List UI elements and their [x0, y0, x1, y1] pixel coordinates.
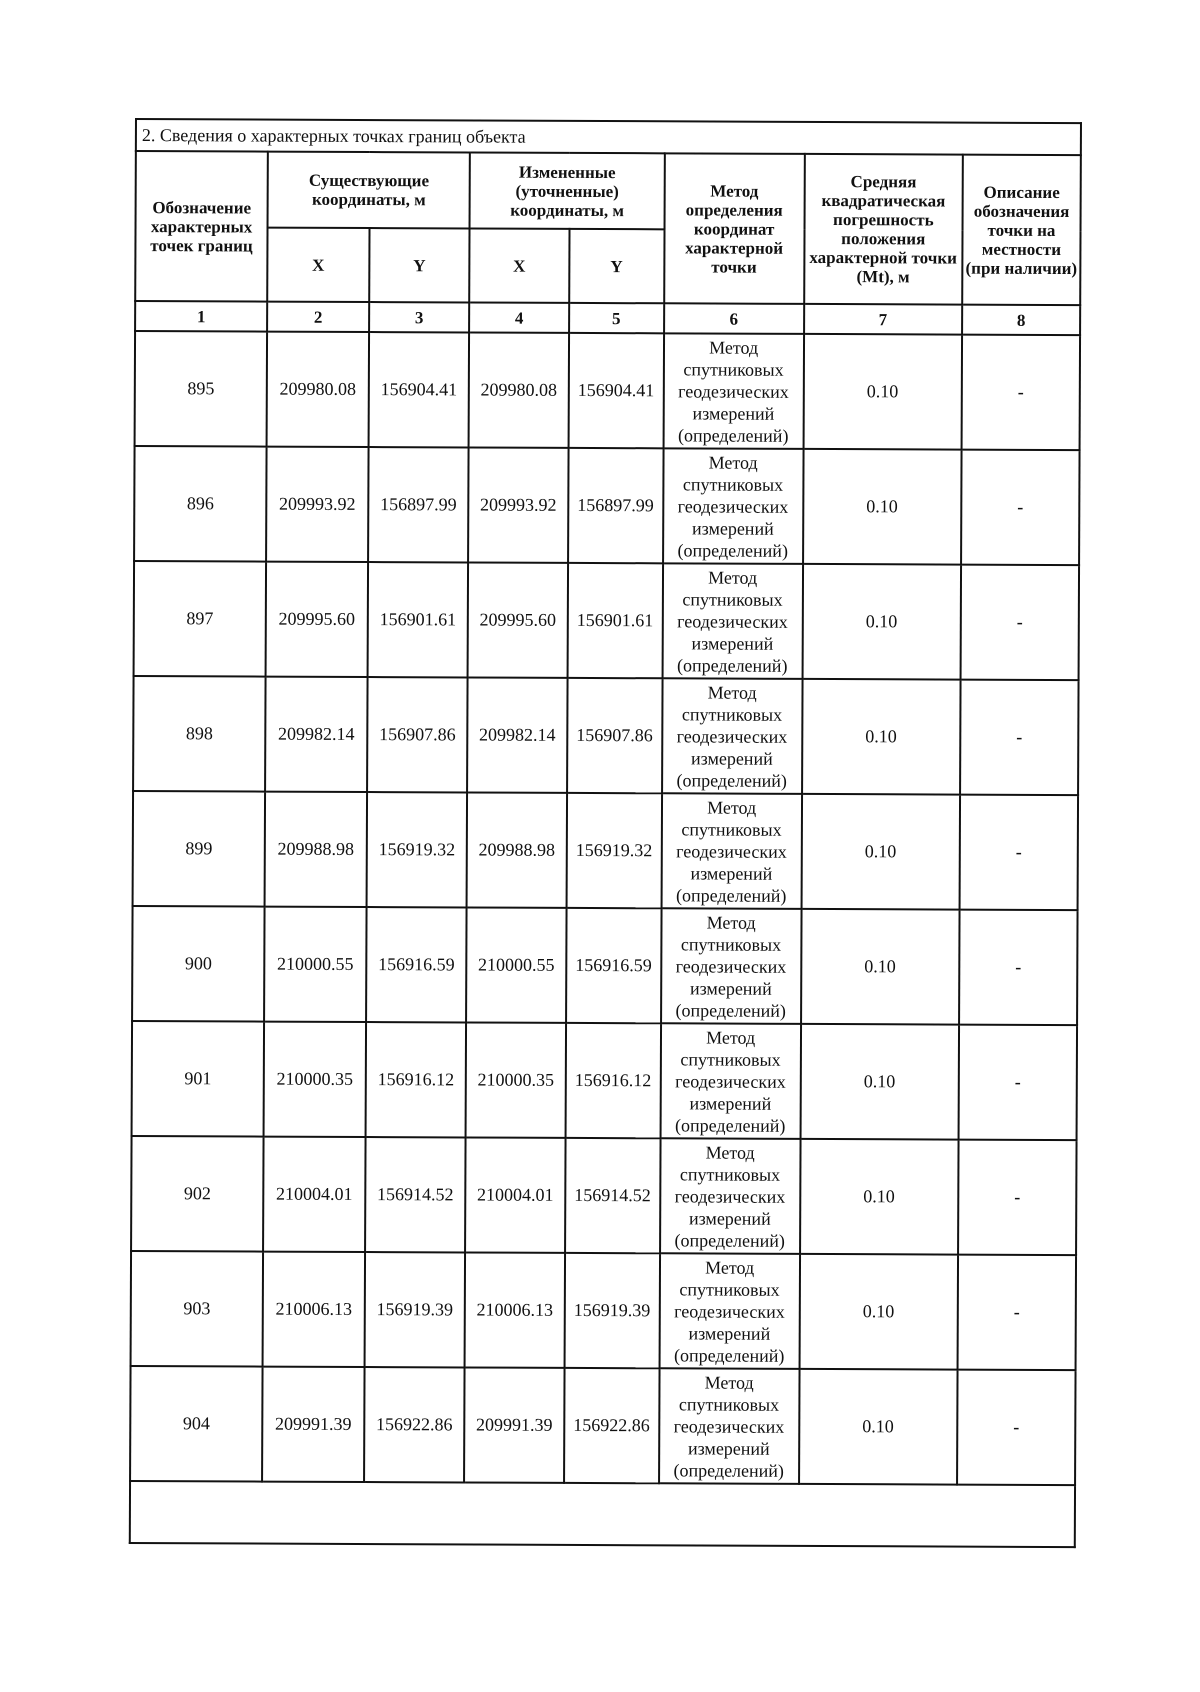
- header-method: Метод определения координат характерной точки: [664, 153, 804, 304]
- existing-x-cell: 210000.35: [264, 1022, 366, 1137]
- existing-x-cell: 209980.08: [267, 332, 369, 447]
- column-number: 6: [664, 303, 804, 334]
- existing-y-cell: 156919.32: [366, 792, 467, 907]
- point-cell: 898: [133, 676, 266, 792]
- mean-error-cell: 0.10: [799, 1254, 958, 1370]
- existing-x-cell: 209982.14: [265, 677, 367, 792]
- mean-error-cell: 0.10: [799, 1369, 958, 1485]
- changed-y-cell: 156897.99: [568, 448, 664, 563]
- mean-error-cell: 0.10: [802, 564, 961, 680]
- description-cell: -: [958, 1255, 1077, 1371]
- description-cell: -: [959, 910, 1078, 1026]
- table-row: [132, 906, 1077, 1025]
- changed-x-cell: 209991.39: [464, 1367, 564, 1482]
- existing-y-cell: 156919.39: [364, 1252, 465, 1367]
- mean-error-cell: 0.10: [801, 794, 960, 910]
- changed-y-cell: 156919.32: [566, 793, 662, 908]
- point-cell: 895: [135, 331, 268, 447]
- changed-x-cell: 210004.01: [465, 1137, 565, 1252]
- existing-x-cell: 210000.55: [264, 907, 366, 1022]
- changed-y-cell: 156916.12: [565, 1023, 661, 1138]
- column-number: 5: [569, 303, 664, 333]
- column-number: 8: [962, 305, 1080, 336]
- existing-x-cell: 209995.60: [266, 562, 368, 677]
- point-cell: 900: [132, 906, 265, 1022]
- method-cell: Метод спутниковых геодезических измерений (определений): [662, 563, 802, 679]
- mean-error-cell: 0.10: [801, 909, 960, 1025]
- method-cell: Метод спутниковых геодезических измерений (определений): [660, 1138, 800, 1254]
- method-cell: Метод спутниковых геодезических измерений (определений): [663, 448, 803, 564]
- header-existing-coordinates: Существующие координаты, м: [268, 152, 470, 229]
- existing-y-cell: 156897.99: [368, 447, 469, 562]
- changed-x-cell: 209982.14: [467, 677, 567, 792]
- method-cell: Метод спутниковых геодезических измерений (определений): [662, 678, 802, 794]
- mean-error-cell: 0.10: [802, 679, 961, 795]
- changed-y-cell: 156916.59: [566, 908, 662, 1023]
- changed-y-cell: 156922.86: [564, 1368, 660, 1483]
- method-cell: Метод спутниковых геодезических измерений (определений): [661, 908, 801, 1024]
- description-cell: -: [958, 1140, 1077, 1256]
- description-cell: -: [960, 680, 1079, 796]
- table-row: [134, 446, 1079, 565]
- mean-error-cell: 0.10: [803, 449, 962, 565]
- mean-error-cell: 0.10: [800, 1139, 959, 1255]
- column-number: 2: [267, 302, 369, 332]
- existing-y-cell: 156916.59: [366, 907, 467, 1022]
- table-row: [130, 1366, 1075, 1485]
- mean-error-cell: 0.10: [800, 1024, 959, 1140]
- column-number: 1: [135, 301, 267, 332]
- table-row: [134, 561, 1079, 680]
- method-cell: Метод спутниковых геодезических измерений (определений): [659, 1368, 799, 1484]
- existing-y-cell: 156914.52: [365, 1137, 466, 1252]
- table-body: [130, 331, 1080, 1485]
- existing-y-cell: 156901.61: [367, 562, 468, 677]
- description-cell: -: [959, 1025, 1078, 1141]
- point-cell: 904: [130, 1366, 263, 1482]
- empty-footer-box: [129, 1482, 1076, 1548]
- table-row: [132, 1021, 1077, 1140]
- point-cell: 899: [133, 791, 266, 907]
- mean-error-cell: 0.10: [803, 334, 962, 450]
- existing-y-cell: 156916.12: [365, 1022, 466, 1137]
- method-cell: Метод спутниковых геодезических измерений (определений): [663, 333, 803, 449]
- method-cell: Метод спутниковых геодезических измерений (определений): [660, 1023, 800, 1139]
- point-cell: 901: [132, 1021, 265, 1137]
- description-cell: -: [961, 450, 1080, 566]
- changed-y-cell: 156904.41: [568, 333, 664, 448]
- changed-x-cell: 210000.55: [466, 907, 566, 1022]
- boundary-points-table: [129, 150, 1082, 1486]
- header-changed-y: Y: [569, 229, 664, 303]
- header-existing-y: Y: [369, 228, 470, 302]
- existing-x-cell: 210006.13: [263, 1252, 365, 1367]
- table-row: [131, 1136, 1076, 1255]
- method-cell: Метод спутниковых геодезических измерений (определений): [659, 1253, 799, 1369]
- method-cell: Метод спутниковых геодезических измерений (определений): [661, 793, 801, 909]
- description-cell: -: [961, 565, 1080, 681]
- section-title: 2. Сведения о характерных точках границ объекта: [135, 118, 1082, 154]
- description-cell: -: [957, 1370, 1076, 1486]
- existing-x-cell: 210004.01: [263, 1137, 365, 1252]
- point-cell: 902: [131, 1136, 264, 1252]
- changed-x-cell: 210000.35: [466, 1022, 566, 1137]
- existing-y-cell: 156907.86: [367, 677, 468, 792]
- boundary-points-document: [129, 118, 1082, 1548]
- changed-x-cell: 210006.13: [465, 1252, 565, 1367]
- point-cell: 896: [134, 446, 267, 562]
- changed-y-cell: 156919.39: [564, 1253, 660, 1368]
- changed-y-cell: 156914.52: [565, 1138, 661, 1253]
- header-description: Описание обозначения точки на местности (при наличии): [962, 155, 1081, 306]
- existing-x-cell: 209988.98: [265, 792, 367, 907]
- column-number: 4: [469, 302, 569, 332]
- changed-x-cell: 209980.08: [469, 332, 569, 447]
- description-cell: -: [960, 795, 1079, 911]
- header-changed-coordinates: Измененные (уточненные) координаты, м: [470, 152, 665, 229]
- header-mean-error: Средняя квадратическая погрешность положения характерной точки (Mt), м: [804, 154, 963, 305]
- column-number: 3: [369, 302, 470, 332]
- table-row: [131, 1251, 1076, 1370]
- existing-x-cell: 209993.92: [266, 447, 368, 562]
- changed-x-cell: 209993.92: [468, 447, 568, 562]
- table-row: [133, 791, 1078, 910]
- changed-x-cell: 209988.98: [467, 792, 567, 907]
- header-point-designation: Обозначение характерных точек границ: [135, 151, 268, 302]
- changed-x-cell: 209995.60: [468, 562, 568, 677]
- point-cell: 897: [134, 561, 267, 677]
- existing-y-cell: 156922.86: [364, 1367, 465, 1482]
- changed-y-cell: 156907.86: [567, 678, 663, 793]
- table-row: [133, 676, 1078, 795]
- existing-y-cell: 156904.41: [368, 332, 469, 447]
- header-changed-x: X: [469, 228, 569, 302]
- header-existing-x: X: [267, 228, 369, 302]
- point-cell: 903: [131, 1251, 264, 1367]
- description-cell: -: [962, 335, 1081, 451]
- changed-y-cell: 156901.61: [567, 563, 663, 678]
- existing-x-cell: 209991.39: [262, 1367, 364, 1482]
- table-row: [135, 331, 1080, 450]
- column-number: 7: [804, 304, 963, 335]
